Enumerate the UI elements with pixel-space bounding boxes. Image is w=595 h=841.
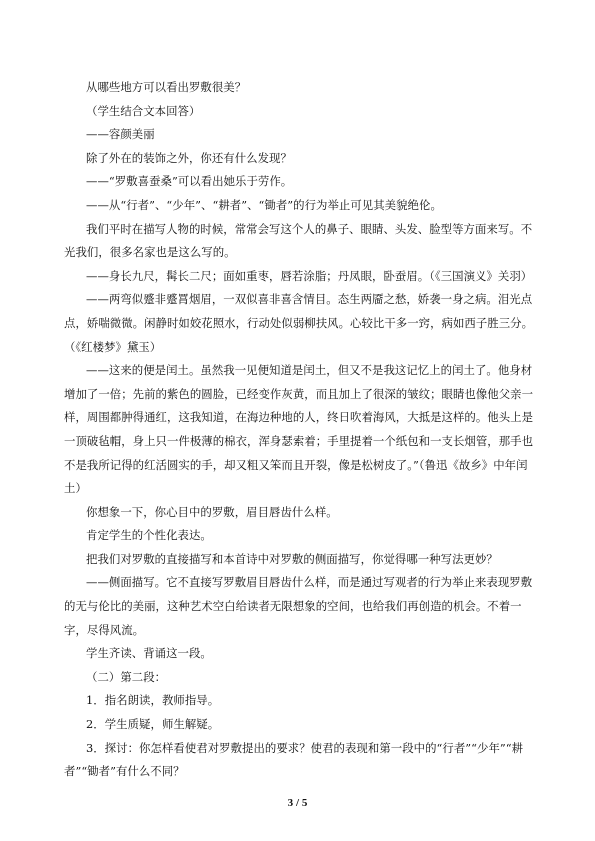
paragraph: ——身长九尺，髯长二尺；面如重枣，唇若涂脂；丹凤眼，卧蚕眉。（《三国演义》关羽） [86, 268, 533, 283]
paragraph: 除了外在的装饰之外，你还有什么发现？ [86, 150, 292, 165]
paragraph: 你想象一下，你心目中的罗敷，眉目唇齿什么样。 [86, 504, 338, 519]
paragraph: ——两弯似蹙非蹙罥烟眉，一双似喜非喜含情目。态生两靥之愁，娇袭一身之病。泪光点点，娇喘微微。闲静时如姣花照水，行动处似弱柳扶风。心较比干多一窍，病如西子胜三分。（《红楼梦》黛玉） [64, 292, 534, 354]
paragraph: 我们平时在描写人物的时候，常常会写这个人的鼻子、眼睛、头发、脸型等方面来写。不光我们，很多名家也是这么写的。 [64, 221, 533, 260]
page-number: 3 / 5 [287, 797, 308, 809]
page-body [64, 76, 536, 784]
list-item: 2．学生质疑，师生解疑。 [86, 717, 220, 732]
paragraph: 从哪些地方可以看出罗敷很美？ [86, 80, 247, 94]
paragraph: 把我们对罗敷的直接描写和本首诗中对罗敷的侧面描写，你觉得哪一种写法更妙？ [86, 551, 498, 566]
paragraph: 肯定学生的个性化表达。 [86, 528, 212, 543]
paragraph: ——从“行者”、“少年”、“耕者”、“锄者”的行为举止可见其美貌绝伦。 [86, 197, 442, 212]
paragraph: ——侧面描写。它不直接写罗敷眉目唇齿什么样，而是通过写观者的行为举止来表现罗敷的无与伦比的美丽，这种艺术空白给读者无限想象的空间，也给我们再创造的机会。不着一字，尽得风流。 [64, 575, 533, 637]
paragraph: ——“罗敷喜蚕桑”可以看出她乐于劳作。 [86, 174, 293, 189]
paragraph: （学生结合文本回答） [86, 103, 201, 118]
list-item: 1．指名朗读，教师指导。 [86, 693, 220, 708]
list-item: 3．探讨：你怎样看使君对罗敷提出的要求？使君的表现和第一段中的“行者”“少年”“耕者”“锄者”有什么不同？ [64, 740, 524, 779]
paragraph: 学生齐读、背诵这一段。 [86, 646, 212, 661]
section-heading: （二）第二段： [86, 669, 167, 684]
paragraph: ——这来的便是闰土。虽然我一见便知道是闰土，但又不是我这记忆上的闰土了。他身材增加了一倍；先前的紫色的圆脸，已经变作灰黄，而且加上了很深的皱纹；眼睛也像他父亲一样，周围都肿得通红，这我知道，在海边种地的人，终日吹着海风，大抵是这样的。他头上是一顶破毡帽，身上只一件极薄的棉衣，浑身瑟索着；手里提着一个纸包和一支长烟管，那手也不是我所记得的红活圆实的手，却又粗又笨而且开裂，像是松树皮了。”（鲁迅《故乡》中年闰土） [64, 363, 534, 496]
paragraph: ——容颜美丽 [86, 127, 155, 142]
